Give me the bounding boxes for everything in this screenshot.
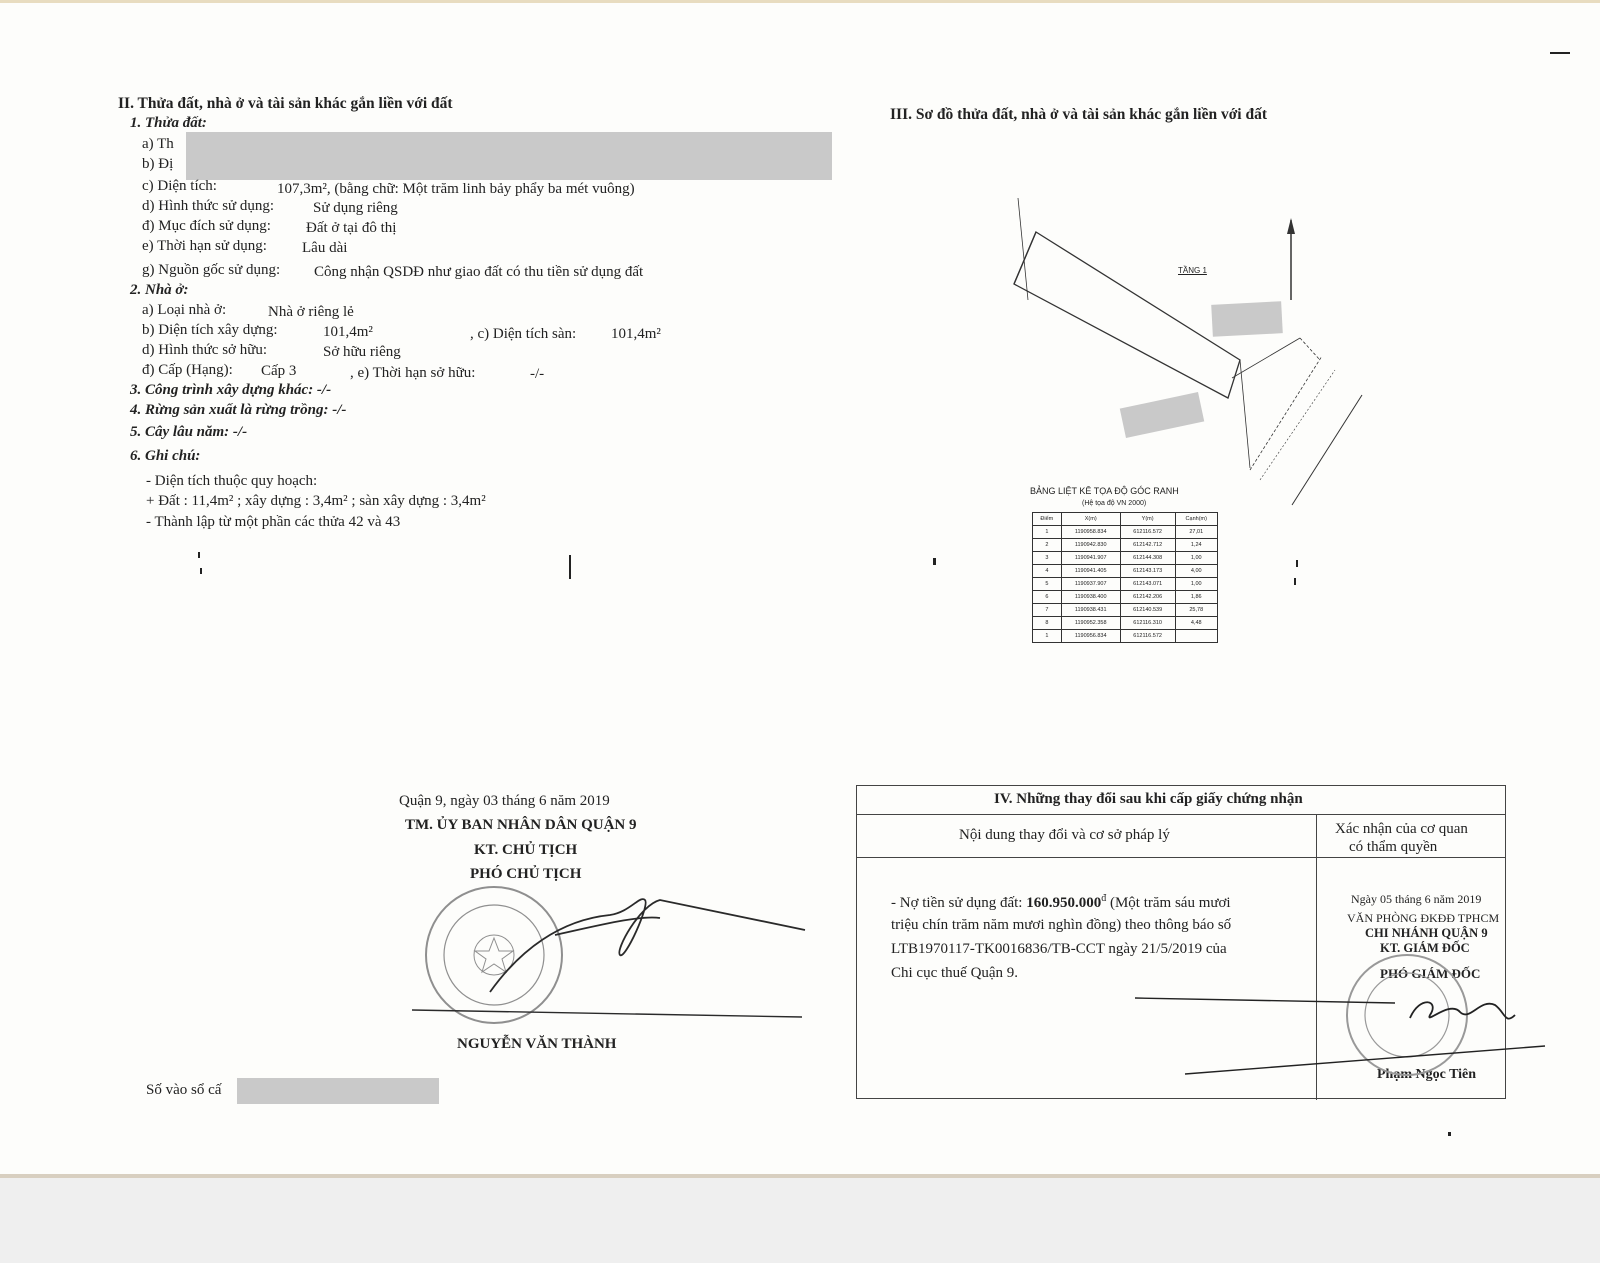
- house-a-label: a) Loại nhà ở:: [142, 302, 227, 318]
- item-3-other-works: 3. Công trình xây dựng khác: -/-: [130, 382, 332, 398]
- coord-header-point: Điểm: [1033, 513, 1062, 526]
- house-e-label: , e) Thời hạn sở hữu:: [350, 365, 476, 381]
- paper-bottom-edge: [0, 1174, 1600, 1178]
- coord-y: 612116.572: [1120, 526, 1175, 539]
- coord-point: 5: [1033, 578, 1062, 591]
- house-c-label: , c) Diện tích sàn:: [470, 326, 577, 342]
- item-5-perennial: 5. Cây lâu năm: -/-: [130, 424, 248, 440]
- change-content-suffix: (Một trăm sáu mươi: [1106, 895, 1231, 911]
- land-g-label: g) Nguồn gốc sử dụng:: [142, 262, 281, 278]
- coord-x: 1190956.834: [1061, 630, 1120, 643]
- coord-x: 1190941.405: [1061, 565, 1120, 578]
- coord-point: 1: [1033, 630, 1062, 643]
- confirm-signer-name: Phạm Ngọc Tiên: [1377, 1067, 1477, 1082]
- house-grade: Cấp 3: [261, 363, 297, 379]
- coord-point: 1: [1033, 526, 1062, 539]
- left-kt: KT. CHỦ TỊCH: [474, 842, 578, 858]
- house-build-area: 101,4m²: [323, 324, 373, 340]
- notes-line-2: + Đất : 11,4m² ; xây dựng : 3,4m² ; sàn xây dựng : 3,4m²: [146, 493, 486, 509]
- land-a-label: a) Th: [142, 136, 174, 152]
- land-e-label: e) Thời hạn sử dụng:: [142, 238, 267, 254]
- left-official-seal-icon: [426, 887, 562, 1023]
- coord-edge: 4,00: [1175, 565, 1217, 578]
- coord-y: 612142.712: [1120, 539, 1175, 552]
- coord-x: 1190937.907: [1061, 578, 1120, 591]
- coord-point: 2: [1033, 539, 1062, 552]
- section-2-title: II. Thửa đất, nhà ở và tài sản khác gắn liền với đất: [118, 95, 453, 112]
- coord-table-subtitle: (Hệ tọa độ VN 2000): [1082, 500, 1147, 507]
- coord-x: 1190941.907: [1061, 552, 1120, 565]
- coord-y: 612142.206: [1120, 591, 1175, 604]
- coord-point: 4: [1033, 565, 1062, 578]
- left-role: PHÓ CHỦ TỊCH: [470, 866, 582, 882]
- land-term: Lâu dài: [302, 240, 348, 256]
- coord-point: 6: [1033, 591, 1062, 604]
- land-use-form: Sử dụng riêng: [313, 200, 398, 216]
- house-heading: 2. Nhà ở:: [130, 282, 189, 298]
- left-date-line: Quận 9, ngày 03 tháng 6 năm 2019: [399, 793, 610, 809]
- coord-edge: 1,86: [1175, 591, 1217, 604]
- currency-symbol: đ: [1101, 893, 1107, 904]
- notes-line-1: - Diện tích thuộc quy hoạch:: [146, 473, 318, 489]
- coord-edge: 27,01: [1175, 526, 1217, 539]
- land-purpose: Đất ở tại đô thị: [306, 220, 397, 236]
- coord-x: 1190938.400: [1061, 591, 1120, 604]
- land-dd-label: đ) Mục đích sử dụng:: [142, 218, 271, 234]
- change-content-line3: LTB1970117-TK0016836/TB-CCT ngày 21/5/2019 của: [891, 941, 1227, 957]
- house-dd-label: đ) Cấp (Hạng):: [142, 362, 233, 378]
- land-b-label: b) Đị: [142, 156, 174, 172]
- registry-number-label: Số vào sổ cấ: [146, 1082, 222, 1098]
- house-term: -/-: [530, 366, 545, 382]
- right-handwritten-signature-icon: [1135, 998, 1545, 1074]
- confirm-branch: CHI NHÁNH QUẬN 9: [1365, 926, 1488, 940]
- coord-header-x: X(m): [1061, 513, 1120, 526]
- land-heading: 1. Thửa đất:: [130, 115, 207, 131]
- house-d-label: d) Hình thức sở hữu:: [142, 342, 268, 358]
- coord-table-title: BẢNG LIỆT KÊ TỌA ĐỘ GÓC RANH: [1030, 486, 1179, 496]
- house-floor-area: 101,4m²: [611, 326, 661, 342]
- confirm-date: Ngày 05 tháng 6 năm 2019: [1351, 892, 1482, 906]
- section-4-title: IV. Những thay đổi sau khi cấp giấy chứng nhận: [994, 791, 1303, 807]
- north-arrow-icon: [1287, 218, 1295, 300]
- notes-heading: 6. Ghi chú:: [130, 448, 201, 464]
- coord-x: 1190942.830: [1061, 539, 1120, 552]
- floor-label: TẦNG 1: [1178, 266, 1207, 275]
- section-3-title: III. Sơ đồ thửa đất, nhà ở và tài sản khác gắn liền với đất: [890, 106, 1268, 123]
- confirm-col-header-line2: có thẩm quyền: [1349, 839, 1438, 855]
- coord-y: 612144.308: [1120, 552, 1175, 565]
- land-origin: Công nhận QSDĐ như giao đất có thu tiền sử dụng đất: [314, 264, 644, 280]
- coord-header-y: Y(m): [1120, 513, 1175, 526]
- change-content-prefix: - Nợ tiền sử dụng đất:: [891, 895, 1027, 911]
- coord-x: 1190938.431: [1061, 604, 1120, 617]
- land-area-value: 107,3m², (bằng chữ: Một trăm linh bảy phẩy ba mét vuông): [277, 181, 635, 197]
- coord-x: 1190958.834: [1061, 526, 1120, 539]
- coord-x: 1190952.358: [1061, 617, 1120, 630]
- change-content-line4: Chi cục thuế Quận 9.: [891, 965, 1019, 981]
- changes-col-header: Nội dung thay đổi và cơ sở pháp lý: [959, 827, 1170, 843]
- house-b-label: b) Diện tích xây dựng:: [142, 322, 278, 338]
- coord-edge: 1,00: [1175, 578, 1217, 591]
- confirm-col-header-line1: Xác nhận của cơ quan: [1335, 821, 1468, 837]
- land-c-label: c) Diện tích:: [142, 178, 217, 194]
- land-plot-diagram: [1014, 198, 1362, 505]
- item-4-forest: 4. Rừng sản xuất là rừng trồng: -/-: [130, 402, 347, 418]
- house-ownership: Sở hữu riêng: [323, 344, 401, 360]
- coord-y: 612116.572: [1120, 630, 1175, 643]
- debt-amount: 160.950.000: [1026, 895, 1102, 911]
- coord-edge: 1,00: [1175, 552, 1217, 565]
- coord-edge: 1,24: [1175, 539, 1217, 552]
- coord-edge: 25,78: [1175, 604, 1217, 617]
- coord-y: 612143.071: [1120, 578, 1175, 591]
- left-org: TM. ỦY BAN NHÂN DÂN QUẬN 9: [405, 817, 637, 833]
- coord-header-edge: Cạnh(m): [1175, 513, 1217, 526]
- confirm-kt: KT. GIÁM ĐỐC: [1380, 941, 1470, 955]
- change-content-line2: triệu chín trăm năm mươi nghìn đồng) theo thông báo số: [891, 917, 1232, 933]
- confirm-office: VĂN PHÒNG ĐKĐĐ TPHCM: [1347, 911, 1500, 925]
- left-signer-name: NGUYỄN VĂN THÀNH: [457, 1036, 617, 1052]
- coord-y: 612116.310: [1120, 617, 1175, 630]
- coord-y: 612140.539: [1120, 604, 1175, 617]
- coord-edge: 4,48: [1175, 617, 1217, 630]
- land-d-label: d) Hình thức sử dụng:: [142, 198, 275, 214]
- coord-y: 612143.173: [1120, 565, 1175, 578]
- coord-point: 8: [1033, 617, 1062, 630]
- house-type: Nhà ở riêng lẻ: [268, 304, 354, 320]
- coord-point: 7: [1033, 604, 1062, 617]
- confirm-role: PHÓ GIÁM ĐỐC: [1380, 966, 1481, 981]
- notes-line-3: - Thành lập từ một phần các thửa 42 và 43: [146, 514, 401, 530]
- coord-point: 3: [1033, 552, 1062, 565]
